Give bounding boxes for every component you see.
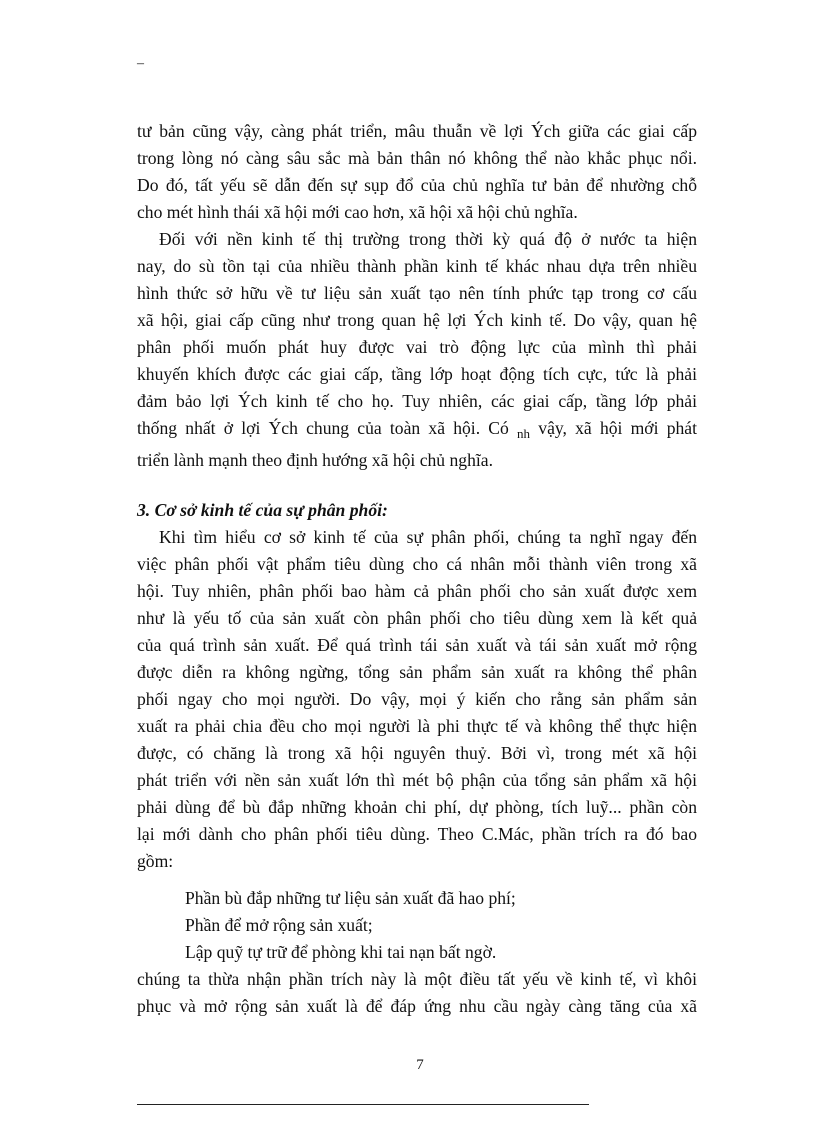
paragraph-3 <box>137 524 697 875</box>
text-line: phục và mở rộng sản xuất là để đáp ứng nhu cầu ngày càng tăng của xã <box>137 996 697 1016</box>
text-line: phát triển với nền sản xuất lớn thì mét bộ phận của tổng sản phẩm xã hội <box>137 770 697 790</box>
list-item: Lập quỹ tự trữ để phòng khi tai nạn bất ngờ. <box>185 942 497 962</box>
text-line: xuất ra phải chia đều cho mọi người là phi thực tế và không thể thực hiện <box>137 716 697 736</box>
text-line: được, có chăng là trong xã hội nguyên thuỷ. Bởi vì, trong mét xã hội <box>137 743 697 763</box>
page-number: 7 <box>416 1057 424 1073</box>
text-line: triển lành mạnh theo định hướng xã hội chủ nghĩa. <box>137 450 493 470</box>
text-line: chúng ta thừa nhận phần trích này là một điều tất yếu về kinh tế, vì khôi <box>137 969 697 989</box>
text-line: được diễn ra không ngừng, tổng sản phẩm sản xuất ra không thể phân <box>137 662 697 682</box>
text-line: như là yếu tố của sản xuất còn phân phối cho tiêu dùng xem là kết quả <box>137 608 697 628</box>
list-item: Phần để mở rộng sản xuất; <box>185 915 373 935</box>
text-fragment: thống nhất ở lợi Ých chung của toàn xã hội. Có <box>137 418 509 438</box>
text-line: hội. Tuy nhiên, phân phối bao hàm cả phân phối cho sản xuất được xem <box>137 581 697 601</box>
text-line: đảm bảo lợi Ých kinh tế cho họ. Tuy nhiên, các giai cấp, tầng lớp phải <box>137 391 697 411</box>
text-line: phân phối muốn phát huy được vai trò động lực của mình thì phải <box>137 337 697 357</box>
text-line: khuyến khích được các giai cấp, tầng lớp hoạt động tích cực, tức là phải <box>137 364 697 384</box>
text-line: lại mới dành cho phân phối tiêu dùng. Theo C.Mác, phần trích ra đó bao <box>137 824 697 844</box>
list <box>137 885 697 966</box>
paragraph-2 <box>137 226 697 474</box>
text-line: cho mét hình thái xã hội mới cao hơn, xã hội xã hội chủ nghĩa. <box>137 202 578 222</box>
text-line: việc phân phối vật phẩm tiêu dùng cho cá nhân mỗi thành viên trong xã <box>137 554 697 574</box>
text-line: nay, do sù tồn tại của nhiều thành phần kinh tế khác nhau dựa trên nhiều <box>137 256 697 276</box>
subscript-fragment: nh <box>517 426 531 441</box>
section-heading: 3. Cơ sở kinh tế của sự phân phối: <box>137 500 388 520</box>
text-line: của quá trình sản xuất. Để quá trình tái sản xuất và tái sản xuất mở rộng <box>137 635 697 655</box>
text-fragment: vậy, xã hội mới phát <box>538 418 697 438</box>
text-line <box>137 415 697 447</box>
text-line: hình thức sở hữu về tư liệu sản xuất tạo nên tính phức tạp trong cơ cấu <box>137 283 697 303</box>
paragraph-4 <box>137 966 697 1020</box>
text-line: gồm: <box>137 851 174 871</box>
text-line: phải dùng để bù đắp những khoản chi phí, dự phòng, tích luỹ... phần còn <box>137 797 697 817</box>
footer-rule <box>137 1104 589 1105</box>
text-line: xã hội, giai cấp cũng như trong quan hệ lợi Ých kinh tế. Do vậy, quan hệ <box>137 310 697 330</box>
text-line: Đối với nền kinh tế thị trường trong thời kỳ quá độ ở nước ta hiện <box>159 229 697 249</box>
header-mark: – <box>137 56 144 71</box>
text-line: Do đó, tất yếu sẽ dẫn đến sự sụp đổ của chủ nghĩa tư bản để nhường chỗ <box>137 175 697 195</box>
list-item: Phần bù đắp những tư liệu sản xuất đã hao phí; <box>185 888 516 908</box>
spacer <box>137 875 697 885</box>
text-line: Khi tìm hiểu cơ sở kinh tế của sự phân phối, chúng ta nghĩ ngay đến <box>159 527 697 547</box>
page-body <box>137 118 697 1020</box>
text-line: trong lòng nó càng sâu sắc mà bản thân nó không thể nào khắc phục nổi. <box>137 148 697 168</box>
text-line: tư bản cũng vậy, càng phát triển, mâu thuẫn về lợi Ých giữa các giai cấp <box>137 121 697 141</box>
spacer <box>137 474 697 497</box>
paragraph-1 <box>137 118 697 226</box>
text-line: phối ngay cho mọi người. Do vậy, mọi ý kiến cho rằng sản phẩm sản <box>137 689 697 709</box>
